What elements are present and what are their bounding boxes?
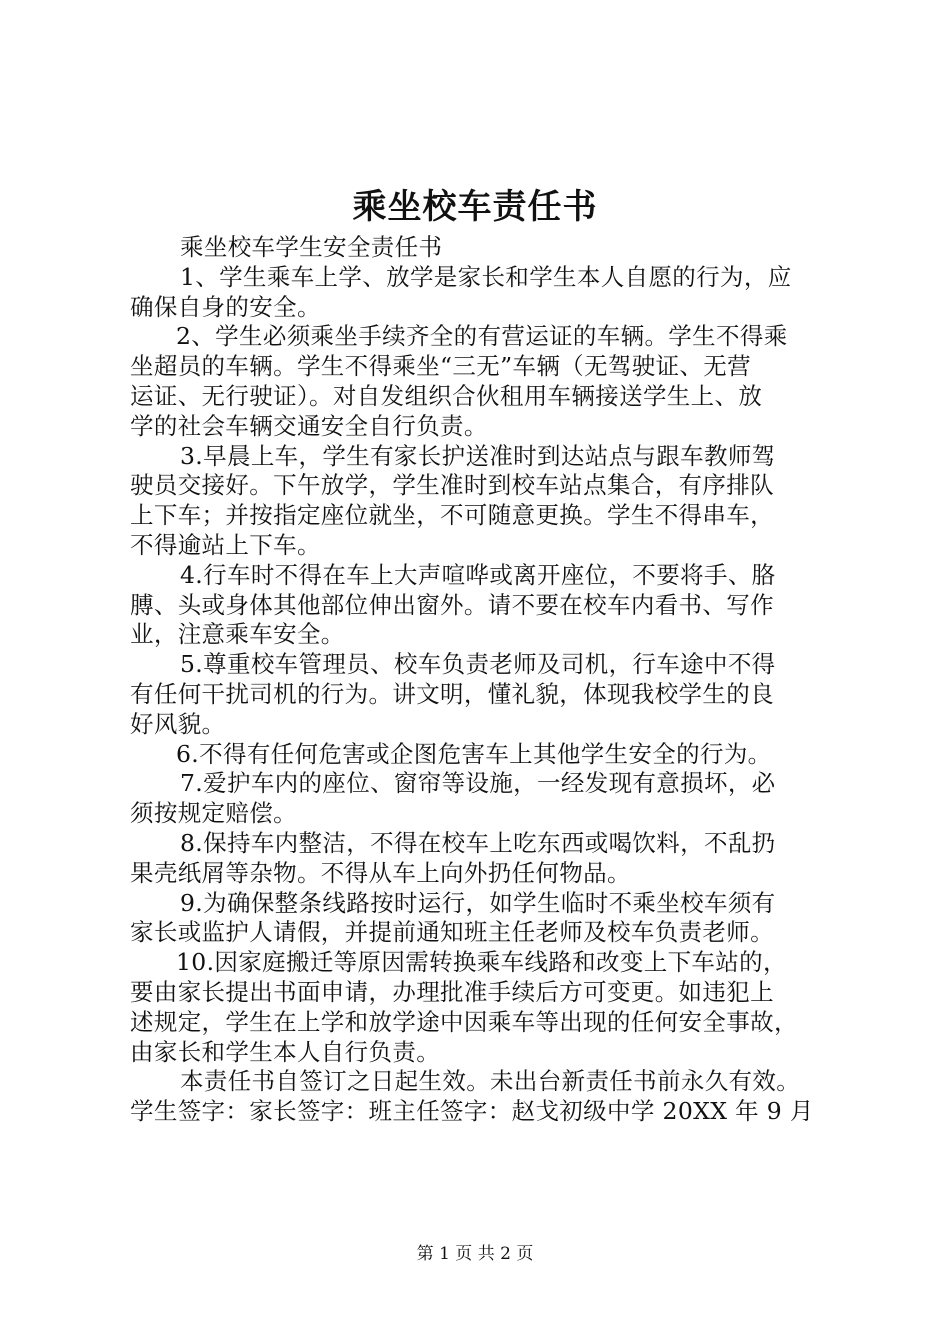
clause-2-line-1: 2、学生必须乘坐手续齐全的有营运证的车辆。学生不得乘 xyxy=(176,322,788,351)
clause-5-line-3: 好风貌。 xyxy=(130,709,226,738)
clause-4-line-1: 4.行车时不得在车上大声喧哗或离开座位，不要将手、胳 xyxy=(180,560,776,589)
clause-3-line-4: 不得逾站上下车。 xyxy=(130,530,321,559)
clause-10-line-2: 要由家长提出书面申请，办理批准手续后方可变更。如违犯上 xyxy=(130,977,774,1006)
clause-3-line-2: 驶员交接好。下午放学，学生准时到校车站点集合，有序排队 xyxy=(130,471,774,500)
clause-9-line-2: 家长或监护人请假，并提前通知班主任老师及校车负责老师。 xyxy=(130,918,774,947)
clause-4-line-2: 膊、头或身体其他部位伸出窗外。请不要在校车内看书、写作 xyxy=(130,590,774,619)
clause-9-line-1: 9.为确保整条线路按时运行，如学生临时不乘坐校车须有 xyxy=(180,888,776,917)
clause-1-line-2: 确保自身的安全。 xyxy=(130,292,321,321)
clause-8-line-2: 果壳纸屑等杂物。不得从车上向外扔任何物品。 xyxy=(130,858,631,887)
clause-3-line-1: 3.早晨上车，学生有家长护送准时到达站点与跟车教师驾 xyxy=(180,441,776,470)
clause-10-line-1: 10.因家庭搬迁等原因需转换乘车线路和改变上下车站的， xyxy=(176,948,787,977)
clause-5-line-2: 有任何干扰司机的行为。讲文明，懂礼貌，体现我校学生的良 xyxy=(130,679,774,708)
clause-6-line-1: 6.不得有任何危害或企图危害车上其他学生安全的行为。 xyxy=(176,739,772,768)
clause-1-line-1: 1、学生乘车上学、放学是家长和学生本人自愿的行为，应 xyxy=(180,262,792,291)
document-body xyxy=(130,233,830,1127)
clause-8-line-1: 8.保持车内整洁，不得在校车上吃东西或喝饮料，不乱扔 xyxy=(180,828,776,857)
clause-7-line-1: 7.爱护车内的座位、窗帘等设施，一经发现有意损坏，必 xyxy=(180,769,776,798)
clause-5-line-1: 5.尊重校车管理员、校车负责老师及司机，行车途中不得 xyxy=(180,650,776,679)
clause-10-line-3: 述规定，学生在上学和放学途中因乘车等出现的任何安全事故， xyxy=(130,1007,798,1036)
clause-3-line-3: 上下车；并按指定座位就坐，不可随意更换。学生不得串车， xyxy=(130,501,774,530)
effective-statement-line: 本责任书自签订之日起生效。未出台新责任书前永久有效。 xyxy=(180,1067,801,1096)
subtitle-line: 乘坐校车学生安全责任书 xyxy=(180,233,443,261)
clause-2-line-4: 学的社会车辆交通安全自行负责。 xyxy=(130,411,488,440)
clause-2-line-2: 坐超员的车辆。学生不得乘坐“三无”车辆（无驾驶证、无营 xyxy=(130,352,751,381)
document-title: 乘坐校车责任书 xyxy=(352,187,598,227)
clause-4-line-3: 业，注意乘车安全。 xyxy=(130,620,345,649)
clause-2-line-3: 运证、无行驶证）。对自发组织合伙租用车辆接送学生上、放 xyxy=(130,381,763,410)
clause-10-line-4: 由家长和学生本人自行负责。 xyxy=(130,1037,441,1066)
page-footer: 第 1 页 共 2 页 xyxy=(416,1244,534,1264)
signature-line: 学生签字：家长签字：班主任签字：赵戈初级中学 20XX 年 9 月 xyxy=(130,1097,814,1126)
clause-7-line-2: 须按规定赔偿。 xyxy=(130,799,297,828)
